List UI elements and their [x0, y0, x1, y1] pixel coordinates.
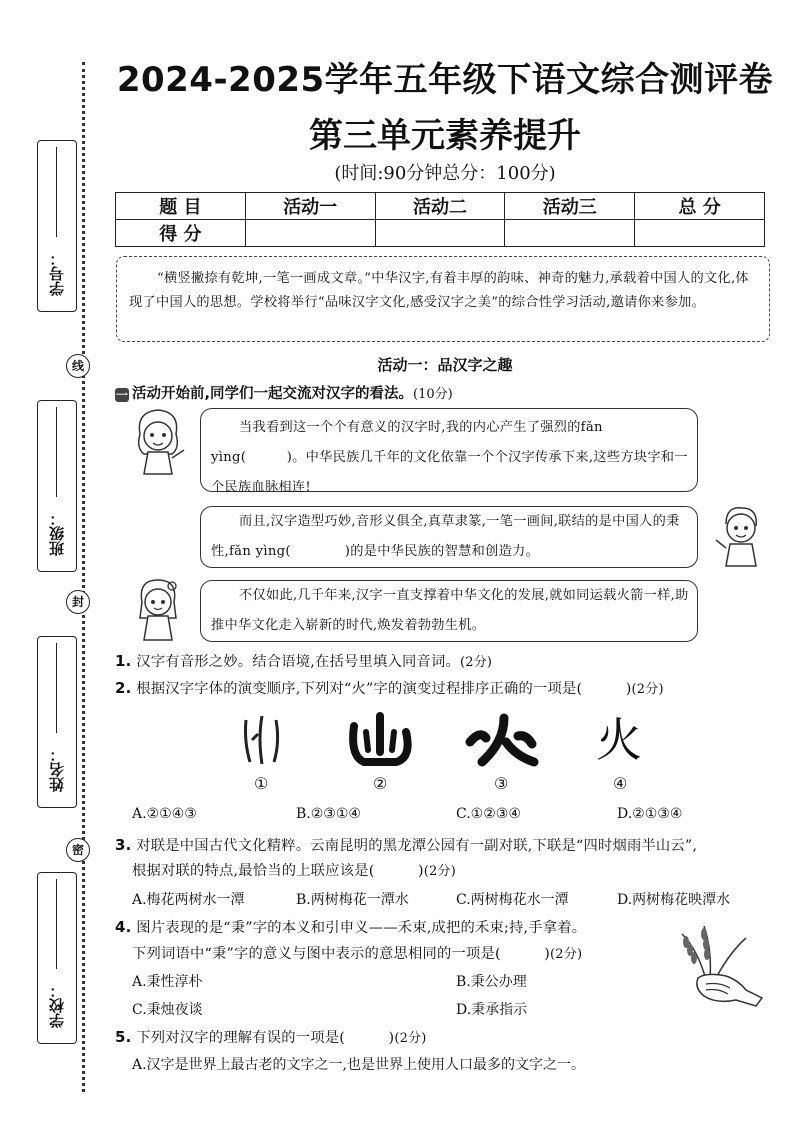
question-number: 1.	[115, 652, 132, 670]
question-text: 下列对汉字的理解有误的一项是( )	[136, 1030, 395, 1046]
q2-option-c[interactable]: C.①②③④	[456, 806, 521, 822]
intro-text: “横竖撇捺有乾坤,一笔一画成文章。”中华汉字,有着丰厚的韵味、神奇的魅力,承载着中国人的文化,体现了中国人的思想。学校将举行“品味汉字文化,感受汉字之美”的综合性学习活动,邀请你来参加。	[129, 271, 749, 310]
glyph-number: ①	[254, 774, 269, 793]
score-table-score-row	[116, 220, 765, 247]
question-4	[115, 917, 586, 938]
student-id-blank[interactable]	[56, 147, 57, 237]
q4-option-d[interactable]: D.秉承指示	[456, 1002, 528, 1018]
name-label: 姓名：	[48, 747, 66, 792]
question-points: (2分)	[423, 864, 456, 879]
student-id-label: 学号：	[48, 251, 66, 296]
question-text-2: 根据对联的特点,最恰当的上联应该是( )	[132, 863, 424, 879]
exam-subtitle: 第三单元素养提升	[309, 116, 581, 156]
time-info: (时间:90分钟总分：100分)	[334, 163, 556, 184]
school-label: 学校：	[48, 983, 66, 1028]
fire-glyph-2	[348, 712, 414, 768]
question-text-2: 下列词语中“秉”字的意义与图中表示的意思相同的一项是( )	[132, 946, 550, 962]
seal-mark-line: 线	[66, 354, 90, 378]
glyph-number: ④	[613, 774, 628, 793]
question-points: (2分)	[459, 655, 493, 670]
score-header-cell: 活动二	[375, 193, 505, 220]
name-blank[interactable]	[56, 643, 57, 733]
score-row-label: 得 分	[116, 220, 246, 247]
boy-avatar	[712, 500, 768, 570]
score-table	[115, 192, 765, 247]
q2-option-d[interactable]: D.②①③④	[617, 806, 683, 822]
q3-option-d[interactable]: D.两树梅花映潭水	[617, 892, 731, 908]
q5-option-a[interactable]: A.汉字是世界上最古老的文字之一,也是世界上使用人口最多的文字之一。	[132, 1057, 586, 1073]
question-text: 汉字有音形之妙。结合语境,在括号里填入同音词。	[136, 654, 460, 670]
girl-avatar-1	[128, 404, 188, 482]
fire-glyph-4: 火	[596, 713, 642, 767]
section1-points: (10分)	[413, 387, 453, 402]
section1-text: 活动开始前,同学们一起交流对汉字的看法。	[132, 386, 414, 402]
question-number: 4.	[115, 918, 132, 936]
dialogue-2: 而且,汉字造型巧妙,音形义俱全,真草隶篆,一笔一画间,联结的是中国人的秉性,fǎn yìng( )的是中华民族的智慧和创造力。	[211, 514, 680, 559]
question-text: 对联是中国古代文化精粹。云南昆明的黑龙潭公园有一副对联,下联是“四时烟雨半山云”,	[136, 838, 698, 854]
fire-glyph-3	[464, 712, 540, 768]
section-badge: 一	[115, 388, 128, 402]
question-1	[115, 651, 492, 673]
exam-title: 2024-2025学年五年级下语文综合测评卷	[116, 60, 774, 100]
speech-bubble-3	[200, 580, 698, 642]
name-label-box	[37, 636, 77, 808]
fire-glyph-1	[240, 712, 284, 768]
score-cell-activity1[interactable]	[245, 220, 375, 247]
score-cell-activity2[interactable]	[375, 220, 505, 247]
class-label: 班级：	[48, 511, 66, 556]
question-2	[115, 678, 664, 700]
class-label-box	[37, 400, 77, 572]
student-id-label-box	[37, 140, 77, 312]
score-header-cell: 题 目	[116, 193, 246, 220]
question-number: 3.	[115, 836, 132, 854]
q3-option-b[interactable]: B.两树梅花一潭水	[296, 892, 409, 908]
q4-option-b[interactable]: B.秉公办理	[456, 974, 527, 990]
score-header-cell: 活动一	[245, 193, 375, 220]
speech-bubble-1	[200, 408, 698, 495]
q4-option-a[interactable]: A.秉性淳朴	[132, 974, 203, 990]
question-text: 图片表现的是“秉”字的本义和引申义——禾束,成把的禾束;持,手拿着。	[136, 920, 587, 936]
seal-mark-seal: 封	[66, 590, 90, 614]
dialogue-3: 不仅如此,几千年来,汉字一直支撑着中华文化的发展,就如同运载火箭一样,助推中华文化走入崭新的时代,焕发着勃勃生机。	[211, 588, 689, 633]
question-3	[115, 835, 697, 856]
class-blank[interactable]	[56, 407, 57, 497]
hand-holding-grain-illustration	[676, 920, 772, 1010]
q3-option-a[interactable]: A.梅花两树水一潭	[132, 892, 245, 908]
question-points: (2分)	[394, 1031, 427, 1046]
school-blank[interactable]	[56, 879, 57, 969]
question-points: (2分)	[631, 682, 664, 697]
activity1-title: 活动一：品汉字之趣	[377, 356, 513, 374]
score-table-header-row	[116, 193, 765, 220]
score-header-cell: 活动三	[505, 193, 635, 220]
glyph-number: ③	[494, 774, 509, 793]
question-4-line2	[132, 944, 582, 965]
school-label-box	[37, 872, 77, 1044]
intro-box	[116, 256, 770, 342]
girl-avatar-2	[128, 574, 188, 646]
question-3-line2	[132, 861, 456, 882]
binding-dotted-line	[82, 62, 85, 1092]
dialogue-1: 当我看到这一个个有意义的汉字时,我的内心产生了强烈的fǎn yìng( )。中华民族几千年的文化依靠一个个汉字传承下来,这些方块字和一个民族血脉相连!	[211, 420, 688, 495]
question-text: 根据汉字字体的演变顺序,下列对“火”字的演变过程排序正确的一项是( )	[136, 681, 632, 697]
seal-mark-secret: 密	[66, 838, 90, 862]
score-header-cell: 总 分	[635, 193, 765, 220]
question-points: (2分)	[550, 947, 583, 962]
speech-bubble-2	[200, 506, 698, 568]
score-cell-activity3[interactable]	[505, 220, 635, 247]
score-cell-total[interactable]	[635, 220, 765, 247]
question-number: 5.	[115, 1028, 132, 1046]
q4-option-c[interactable]: C.秉烛夜谈	[132, 1002, 203, 1018]
q3-option-c[interactable]: C.两树梅花水一潭	[456, 892, 569, 908]
glyph-number: ②	[373, 774, 388, 793]
q2-option-b[interactable]: B.②③①④	[296, 806, 361, 822]
q2-option-a[interactable]: A.②①④③	[132, 806, 197, 822]
section1-heading	[115, 382, 453, 403]
question-number: 2.	[115, 679, 132, 697]
question-5	[115, 1027, 427, 1049]
